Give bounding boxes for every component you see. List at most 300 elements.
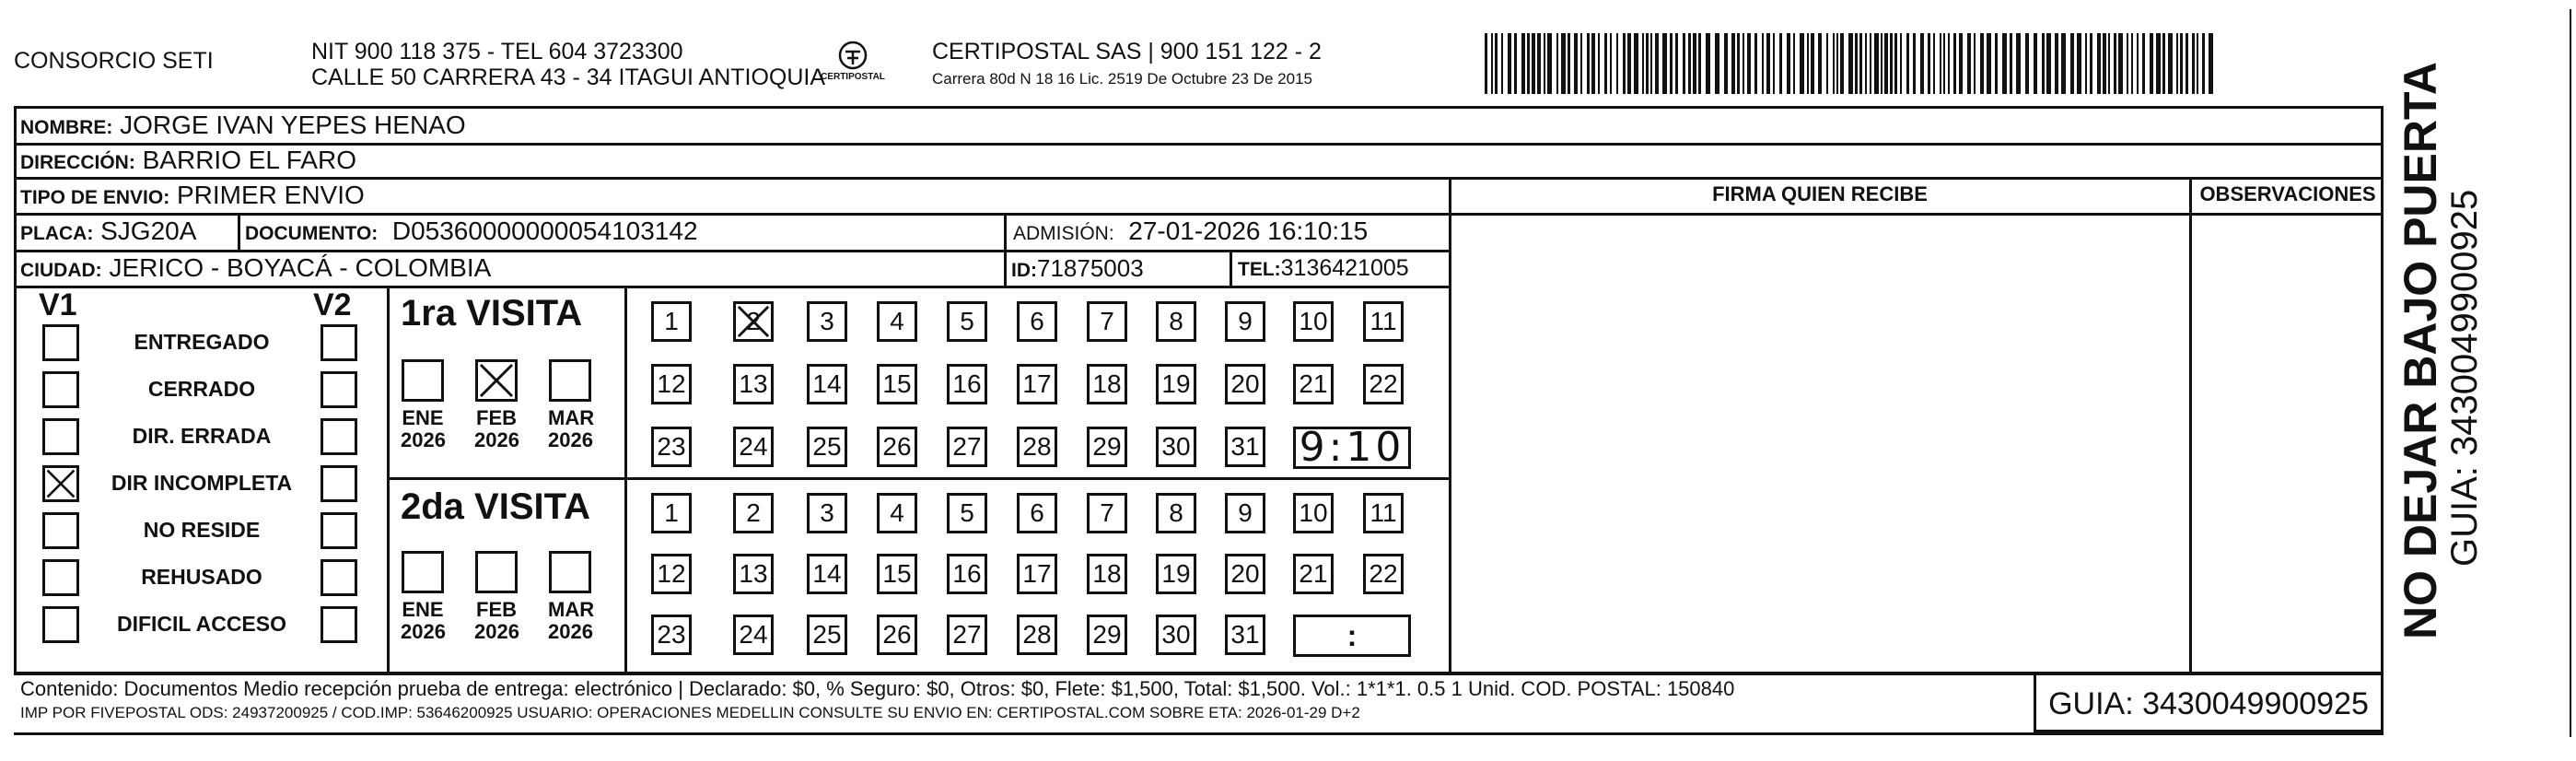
barcode-bar	[2077, 33, 2081, 94]
barcode-bar	[1634, 33, 1638, 94]
month-label: MAR 2026	[548, 406, 595, 451]
month-checkbox[interactable]	[402, 359, 444, 402]
status-label: DIR INCOMPLETA	[111, 471, 293, 495]
day-box[interactable]	[947, 364, 987, 404]
day-box[interactable]	[1293, 493, 1334, 533]
day-number: 3	[820, 307, 834, 335]
barcode-bar	[1547, 33, 1552, 94]
barcode-bar	[2186, 33, 2188, 94]
day-number: 5	[960, 307, 974, 335]
barcode-bar	[1501, 33, 1503, 94]
month-checkbox[interactable]	[475, 551, 518, 593]
day-box[interactable]	[877, 427, 917, 467]
day-number: 12	[657, 369, 686, 398]
barcode-bar	[2168, 33, 2173, 94]
documento-value: D05360000000054103142	[391, 217, 698, 245]
day-box[interactable]	[1017, 364, 1057, 404]
barcode-bar	[1874, 33, 1879, 94]
day-box[interactable]	[1225, 301, 1265, 342]
month-label: FEB 2026	[474, 598, 519, 643]
day-number: 8	[1169, 307, 1183, 335]
barcode-bar	[2070, 33, 2074, 94]
day-box[interactable]	[1087, 493, 1127, 533]
placa-row: PLACA: SJG20A	[20, 217, 197, 245]
barcode-bar	[1818, 33, 1822, 94]
day-box[interactable]	[1156, 554, 1196, 594]
day-number: 6	[1030, 498, 1044, 527]
day-number: 3	[820, 498, 834, 527]
barcode-bar	[2180, 33, 2183, 94]
day-number: 28	[1022, 432, 1052, 461]
day-number: 18	[1092, 559, 1122, 588]
day-box[interactable]	[947, 427, 987, 467]
day-number: 1	[664, 498, 679, 527]
barcode-bar	[1870, 33, 1871, 94]
day-box[interactable]	[1156, 615, 1196, 655]
day-box[interactable]	[1017, 427, 1057, 467]
month-label: ENE 2026	[401, 598, 446, 643]
barcode-bar	[2192, 33, 2195, 94]
day-box[interactable]	[1017, 493, 1057, 533]
barcode-bar	[1766, 33, 1770, 94]
barcode-bar	[1980, 33, 1984, 94]
day-box[interactable]	[651, 493, 692, 533]
day-box[interactable]	[947, 493, 987, 533]
day-box[interactable]	[1087, 301, 1127, 342]
barcode-bar	[1683, 33, 1685, 94]
day-number: 31	[1230, 432, 1260, 461]
day-number: 2	[746, 498, 761, 527]
day-number: 8	[1169, 498, 1183, 527]
barcode-bar	[1650, 33, 1652, 94]
day-number: 25	[812, 620, 842, 649]
day-number: 10	[1299, 307, 1328, 335]
day-box[interactable]	[1087, 554, 1127, 594]
barcode-bar	[1495, 33, 1498, 94]
day-box[interactable]	[1156, 301, 1196, 342]
barcode-bar	[1811, 33, 1814, 94]
barcode-bar	[1724, 33, 1728, 94]
barcode-bar	[1544, 33, 1545, 94]
barcode-bar	[2042, 33, 2045, 94]
barcode-bar	[1859, 33, 1862, 94]
firma-header: FIRMA QUIEN RECIBE	[1712, 182, 1928, 205]
v2-checkbox[interactable]	[321, 418, 357, 455]
barcode-bar	[1948, 33, 1950, 94]
side-guia: GUIA: 3430049900925	[2444, 189, 2485, 567]
day-number: 24	[739, 432, 768, 461]
footer-imp: IMP POR FIVEPOSTAL ODS: 24937200925 / COD.IMP: 53646200925 USUARIO: OPERACIONES MEDELLIN CONSULTE SU ENVIO EN: CERTIPOSTAL.COM SOBRE ETA: 2026-01-29 D+2	[20, 704, 1360, 721]
day-number: 23	[657, 432, 686, 461]
day-box[interactable]	[877, 364, 917, 404]
day-box[interactable]	[733, 554, 774, 594]
barcode-bar	[1894, 33, 1897, 94]
barcode-bar	[1848, 33, 1853, 94]
barcode-bar	[2085, 33, 2087, 94]
v1-checkbox[interactable]	[42, 465, 79, 502]
admision-value: 27-01-2026 16:10:15	[1128, 217, 1369, 245]
month-checkbox[interactable]	[402, 551, 444, 593]
nombre-value: JORGE IVAN YEPES HENAO	[120, 111, 466, 139]
month-checkbox[interactable]	[549, 359, 591, 402]
barcode-bar	[1737, 33, 1740, 94]
barcode-bar	[2097, 33, 2101, 94]
barcode-bar	[1920, 33, 1924, 94]
barcode-bar	[2127, 33, 2128, 94]
barcode-bar	[1715, 33, 1719, 94]
barcode-bar	[1840, 33, 1844, 94]
certipostal-logo	[816, 39, 890, 90]
barcode-bar	[2002, 33, 2007, 94]
barcode-bar	[1604, 33, 1607, 94]
barcode-bar	[1933, 33, 1935, 94]
day-box[interactable]	[807, 427, 847, 467]
day-number: 15	[882, 369, 912, 398]
barcode-bar	[2034, 33, 2037, 94]
barcode-bar	[1959, 33, 1963, 94]
v1-label: V1	[39, 287, 77, 322]
nombre-row: NOMBRE: JORGE IVAN YEPES HENAO	[20, 111, 466, 139]
barcode-bar	[1833, 33, 1835, 94]
day-number: 30	[1161, 432, 1191, 461]
day-box[interactable]	[807, 615, 847, 655]
day-box[interactable]	[1156, 493, 1196, 533]
barcode-bar	[2061, 33, 2066, 94]
day-number: 31	[1230, 620, 1260, 649]
day-number: 11	[1370, 498, 1397, 527]
day-number: 25	[812, 432, 842, 461]
status-label: REHUSADO	[141, 565, 262, 589]
v2-checkbox[interactable]	[321, 606, 357, 643]
day-box[interactable]	[1156, 364, 1196, 404]
day-box[interactable]	[1087, 427, 1127, 467]
barcode-bar	[1747, 33, 1751, 94]
day-box[interactable]	[1363, 493, 1404, 533]
month-checkbox[interactable]	[475, 359, 518, 402]
day-box[interactable]	[877, 615, 917, 655]
day-number: 6	[1030, 307, 1044, 335]
barcode-bar	[1662, 33, 1667, 94]
barcode-bar	[2046, 33, 2051, 94]
day-number: 13	[739, 369, 768, 398]
observaciones-header: OBSERVACIONES	[2199, 182, 2376, 205]
address-line: CALLE 50 CARRERA 43 - 34 ITAGUI ANTIOQUIA	[311, 64, 826, 90]
v2-checkbox[interactable]	[321, 371, 357, 408]
v1-checkbox[interactable]	[42, 371, 79, 408]
barcode-bar	[2150, 33, 2153, 94]
barcode-bar	[1688, 33, 1691, 94]
day-box[interactable]	[1293, 554, 1334, 594]
tel-value: 3136421005	[1280, 255, 1409, 281]
direccion-value: BARRIO EL FARO	[142, 146, 356, 174]
barcode-bar	[1568, 33, 1570, 94]
barcode-bar	[1706, 33, 1710, 94]
barcode-bar	[1537, 33, 1541, 94]
footer-guia: GUIA: 3430049900925	[2048, 686, 2369, 721]
status-label: DIR. ERRADA	[132, 424, 272, 448]
id-value: 71875003	[1037, 254, 1144, 282]
tipo-row: TIPO DE ENVIO: PRIMER ENVIO	[20, 181, 365, 209]
day-number: 9	[1238, 307, 1253, 335]
day-number: 27	[952, 620, 982, 649]
day-box[interactable]	[1017, 615, 1057, 655]
month-label: FEB 2026	[474, 406, 519, 451]
barcode-bar	[2131, 33, 2133, 94]
admision-row: ADMISIÓN: 27-01-2026 16:10:15	[1013, 217, 1369, 245]
day-number: 4	[890, 498, 904, 527]
day-box[interactable]	[733, 301, 774, 342]
v2-checkbox[interactable]	[321, 465, 357, 502]
barcode-bar	[1731, 33, 1735, 94]
day-box[interactable]	[1225, 364, 1265, 404]
v2-checkbox[interactable]	[321, 559, 357, 596]
day-box[interactable]	[651, 554, 692, 594]
barcode-bar	[1693, 33, 1696, 94]
barcode-bar	[2162, 33, 2165, 94]
day-box[interactable]	[947, 301, 987, 342]
barcode-bar	[1836, 33, 1838, 94]
day-box[interactable]	[947, 615, 987, 655]
barcode-bar	[2114, 33, 2116, 94]
day-box[interactable]	[733, 493, 774, 533]
day-number: 29	[1092, 432, 1122, 461]
day-number: 11	[1370, 307, 1397, 335]
barcode-bar	[2016, 33, 2021, 94]
barcode-bar	[2142, 33, 2145, 94]
day-number: 1	[664, 307, 679, 335]
day-box[interactable]	[877, 301, 917, 342]
second-visit-title: 2da VISITA	[401, 486, 590, 527]
barcode-bar	[2197, 33, 2198, 94]
logo-text: CERTIPOSTAL	[821, 72, 885, 82]
day-number: 14	[812, 369, 842, 398]
barcode-bar	[2108, 33, 2110, 94]
day-number: 21	[1299, 369, 1328, 398]
day-box[interactable]	[807, 554, 847, 594]
barcode-bar	[1881, 33, 1882, 94]
month-label: ENE 2026	[401, 406, 446, 451]
day-box[interactable]	[877, 554, 917, 594]
day-box[interactable]	[1225, 554, 1265, 594]
barcode-bar	[1943, 33, 1945, 94]
barcode-bar	[1561, 33, 1566, 94]
status-label: CERRADO	[147, 377, 256, 401]
day-box[interactable]	[1017, 554, 1057, 594]
ciudad-row: CIUDAD: JERICO - BOYACÁ - COLOMBIA	[20, 253, 492, 282]
license-line: Carrera 80d N 18 16 Lic. 2519 De Octubre 23 De 2015	[932, 70, 1312, 88]
day-number: 7	[1100, 498, 1114, 527]
second-visit-time[interactable]: :	[1293, 615, 1411, 657]
barcode-bar	[1900, 33, 1902, 94]
day-number: 12	[657, 559, 686, 588]
v1-checkbox[interactable]	[42, 324, 79, 361]
first-visit-title: 1ra VISITA	[401, 293, 583, 334]
v2-checkbox[interactable]	[321, 512, 357, 549]
barcode-bar	[2209, 33, 2213, 94]
day-number: 19	[1161, 559, 1191, 588]
barcode-bar	[1580, 33, 1582, 94]
day-box[interactable]	[1225, 615, 1265, 655]
barcode-bar	[1532, 33, 1535, 94]
status-label: DIFICIL ACCESO	[116, 612, 286, 636]
signature-area[interactable]	[1453, 217, 2186, 669]
barcode-bar	[1591, 33, 1595, 94]
day-box[interactable]	[651, 364, 692, 404]
barcode-bar	[1953, 33, 1956, 94]
observaciones-area[interactable]	[2194, 217, 2380, 669]
day-number: 22	[1369, 369, 1398, 398]
v2-label: V2	[313, 287, 352, 322]
day-number: 26	[882, 620, 912, 649]
barcode-bar	[2025, 33, 2029, 94]
day-box[interactable]	[733, 364, 774, 404]
day-box[interactable]	[1293, 301, 1334, 342]
day-box[interactable]	[1087, 364, 1127, 404]
day-box[interactable]	[651, 615, 692, 655]
day-number: 21	[1299, 559, 1328, 588]
barcode-bar	[1627, 33, 1631, 94]
barcode-bar	[1762, 33, 1764, 94]
day-number: 29	[1092, 620, 1122, 649]
tipo-value: PRIMER ENVIO	[176, 181, 365, 209]
footer-contenido: Contenido: Documentos Medio recepción prueba de entrega: electrónico | Declarado: $0, % Seguro: $0, Otros: $0, Flete: $1,500, Total: $1,500. Vol.: 1*1*1. 0.5 1 Unid. COD. POSTAL: 150840	[20, 677, 1735, 700]
day-box[interactable]	[651, 427, 692, 467]
day-box[interactable]	[947, 554, 987, 594]
day-box[interactable]	[807, 364, 847, 404]
barcode-bar	[1598, 33, 1600, 94]
day-number: 4	[890, 307, 904, 335]
day-box[interactable]	[1156, 427, 1196, 467]
day-number: 17	[1022, 559, 1052, 588]
barcode-bar	[2176, 33, 2178, 94]
certipostal-line: CERTIPOSTAL SAS | 900 151 122 - 2	[932, 39, 1322, 64]
day-box[interactable]	[1087, 615, 1127, 655]
day-number: 20	[1230, 559, 1260, 588]
barcode-bar	[1556, 33, 1558, 94]
barcode-bar	[1574, 33, 1578, 94]
day-number: 20	[1230, 369, 1260, 398]
barcode-bar	[1527, 33, 1530, 94]
barcode-bar	[1913, 33, 1916, 94]
barcode-bar	[1670, 33, 1673, 94]
barcode-bar	[2118, 33, 2123, 94]
barcode-bar	[1807, 33, 1809, 94]
barcode-bar	[1787, 33, 1790, 94]
day-number: 18	[1092, 369, 1122, 398]
barcode-bar	[1967, 33, 1971, 94]
barcode-bar	[1800, 33, 1804, 94]
barcode-bar	[1865, 33, 1867, 94]
barcode	[1485, 33, 2218, 94]
day-box[interactable]	[733, 615, 774, 655]
barcode-bar	[1491, 33, 1493, 94]
day-number: 23	[657, 620, 686, 649]
day-number: 26	[882, 432, 912, 461]
barcode-bar	[1779, 33, 1782, 94]
documento-row: DOCUMENTO: D05360000000054103142	[245, 217, 698, 245]
barcode-bar	[1906, 33, 1909, 94]
barcode-bar	[2202, 33, 2205, 94]
barcode-bar	[1623, 33, 1626, 94]
barcode-bar	[1616, 33, 1618, 94]
day-number: 16	[952, 559, 982, 588]
barcode-bar	[2055, 33, 2058, 94]
day-box[interactable]	[733, 427, 774, 467]
day-box[interactable]	[1363, 301, 1404, 342]
day-number: 9	[1238, 498, 1253, 527]
day-number: 17	[1022, 369, 1052, 398]
day-number: 7	[1100, 307, 1114, 335]
v1-checkbox[interactable]	[42, 606, 79, 643]
day-box[interactable]	[1293, 364, 1334, 404]
barcode-bar	[1826, 33, 1828, 94]
barcode-bar	[1940, 33, 1941, 94]
barcode-bar	[1928, 33, 1930, 94]
day-box[interactable]	[1017, 301, 1057, 342]
barcode-bar	[1521, 33, 1525, 94]
status-label: NO RESIDE	[143, 518, 261, 542]
barcode-bar	[1675, 33, 1678, 94]
barcode-bar	[1855, 33, 1858, 94]
day-number: 13	[739, 559, 768, 588]
barcode-bar	[1884, 33, 1888, 94]
day-number: 15	[882, 559, 912, 588]
month-label: MAR 2026	[548, 598, 595, 643]
barcode-bar	[2090, 33, 2092, 94]
month-checkbox[interactable]	[549, 551, 591, 593]
day-box[interactable]	[1225, 427, 1265, 467]
barcode-bar	[1974, 33, 1976, 94]
v2-checkbox[interactable]	[321, 324, 357, 361]
v1-checkbox[interactable]	[42, 418, 79, 455]
barcode-bar	[1610, 33, 1612, 94]
v1-checkbox[interactable]	[42, 559, 79, 596]
ciudad-value: JERICO - BOYACÁ - COLOMBIA	[109, 253, 492, 282]
barcode-bar	[1646, 33, 1649, 94]
day-number: 27	[952, 432, 982, 461]
barcode-bar	[1698, 33, 1701, 94]
side-warning: NO DEJAR BAJO PUERTA	[2395, 62, 2446, 639]
tel-row: TEL:3136421005	[1238, 255, 1409, 281]
day-box[interactable]	[877, 493, 917, 533]
barcode-bar	[1587, 33, 1590, 94]
barcode-bar	[1642, 33, 1644, 94]
day-box[interactable]	[807, 301, 847, 342]
first-visit-time[interactable]: 9:10	[1293, 427, 1411, 469]
day-number: 24	[739, 620, 768, 649]
barcode-bar	[1754, 33, 1757, 94]
day-box[interactable]	[651, 301, 692, 342]
day-number: 16	[952, 369, 982, 398]
barcode-bar	[1514, 33, 1517, 94]
barcode-bar	[1485, 33, 1487, 94]
v1-checkbox[interactable]	[42, 512, 79, 549]
day-box[interactable]	[1225, 493, 1265, 533]
id-row: ID:71875003	[1011, 254, 1144, 282]
day-box[interactable]	[807, 493, 847, 533]
barcode-bar	[1743, 33, 1744, 94]
day-number: 10	[1299, 498, 1328, 527]
day-number: 5	[960, 498, 974, 527]
barcode-bar	[1890, 33, 1893, 94]
day-box[interactable]	[1363, 364, 1404, 404]
day-box[interactable]	[1363, 554, 1404, 594]
barcode-bar	[1995, 33, 1998, 94]
barcode-bar	[2137, 33, 2139, 94]
barcode-bar	[1773, 33, 1775, 94]
barcode-bar	[1987, 33, 1991, 94]
barcode-bar	[1655, 33, 1659, 94]
